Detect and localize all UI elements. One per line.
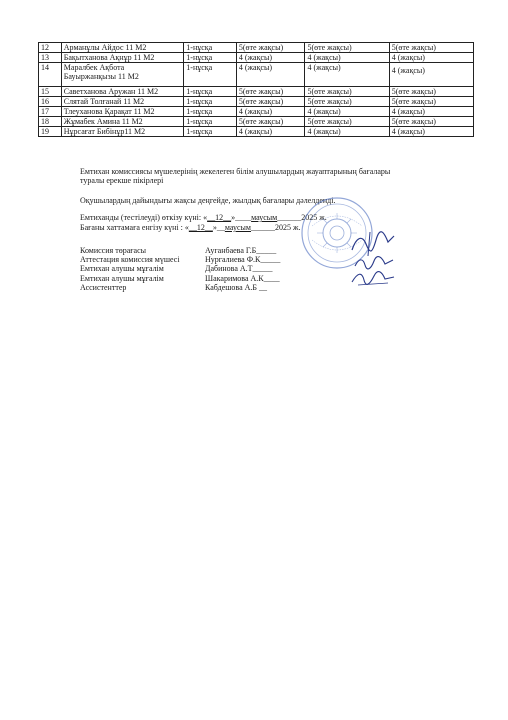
row-number: 16 — [39, 97, 62, 107]
commission-member — [80, 283, 310, 292]
grade-cell: 4 (жақсы) — [305, 53, 389, 63]
student-name: Бақытханова Ақнұр 11 М2 — [61, 53, 184, 63]
student-name-line: Маралбек Ақбота — [63, 63, 125, 72]
exam-date-year: ______2025 ж. — [277, 213, 327, 222]
row-number: 17 — [39, 107, 62, 117]
commission-member — [80, 255, 310, 264]
grade-cell: 4 (жақсы) — [305, 107, 389, 117]
student-name — [61, 63, 184, 87]
entry-date-sep: »__ — [212, 223, 225, 232]
member-role: Емтихан алушы мұғалім — [80, 273, 164, 283]
grade-cell: 4 (жақсы) — [389, 107, 473, 117]
commission-member — [80, 274, 310, 283]
grade-cell: 5(өте жақсы) — [305, 43, 389, 53]
signature-icon — [348, 268, 398, 288]
row-number: 15 — [39, 87, 62, 97]
grade-cell: 5(өте жақсы) — [389, 117, 473, 127]
special-opinions-heading: Емтихан комиссиясы мүшелерінің жекелеген білім алушылардың жауаптарының бағалары туралы ерекше пікірлері — [80, 167, 391, 185]
member-name: Дабинова А.Т_____ — [205, 264, 273, 274]
grade-cell: 5(өте жақсы) — [389, 97, 473, 107]
entry-date-day: __12__ — [188, 223, 213, 232]
table-row — [39, 107, 474, 117]
row-number: 13 — [39, 53, 62, 63]
exam-date-sep: »____ — [231, 213, 252, 222]
grade-cell: 5(өте жақсы) — [389, 87, 473, 97]
grade-cell: 5(өте жақсы) — [236, 87, 305, 97]
grade-cell: 4 (жақсы) — [236, 107, 305, 117]
student-name: Слятай Толғанай 11 М2 — [61, 97, 184, 107]
member-role: Ассистенттер — [80, 282, 127, 292]
student-name: Тлеуханова Қарақат 11 М2 — [61, 107, 184, 117]
member-name: Кабдешова А.Б __ — [205, 282, 268, 292]
grades-table — [38, 42, 474, 137]
variant-cell: 1-нұсқа — [184, 97, 237, 107]
grade-cell: 5(өте жақсы) — [236, 43, 305, 53]
variant-cell: 1-нұсқа — [184, 43, 237, 53]
grade-cell: 4 (жақсы) — [389, 53, 473, 63]
grade-cell: 4 (жақсы) — [305, 127, 389, 137]
grade-cell: 5(өте жақсы) — [389, 43, 473, 53]
student-name: Арманұлы Айдос 11 М2 — [61, 43, 184, 53]
table-row — [39, 43, 474, 53]
commission-list — [80, 246, 310, 292]
variant-cell: 1-нұсқа — [184, 53, 237, 63]
grade-cell: 4 (жақсы) — [389, 63, 473, 87]
table-row — [39, 97, 474, 107]
commission-member — [80, 246, 310, 255]
member-name: Шакаримова А.К____ — [205, 273, 280, 283]
student-name-line: Бауыржанқызы 11 М2 — [63, 72, 139, 81]
table-row — [39, 117, 474, 127]
grade-cell: 4 (жақсы) — [236, 53, 305, 63]
exam-date-month: маусым — [251, 213, 278, 222]
preparation-note: Оқушылардың дайындығы жақсы деңгейде, жылдық бағалары дәлелденді. — [80, 196, 336, 205]
exam-date-label: Емтиханды (тестілеуді) өткізу күні: « — [80, 213, 208, 222]
variant-cell: 1-нұсқа — [184, 117, 237, 127]
student-name: Нұрсағат Бибінұр11 М2 — [61, 127, 184, 137]
table-row — [39, 127, 474, 137]
student-name: Саветханова Аружан 11 М2 — [61, 87, 184, 97]
entry-date-month: маусым — [224, 223, 251, 232]
grade-cell: 4 (жақсы) — [236, 63, 305, 87]
grade-cell: 5(өте жақсы) — [305, 87, 389, 97]
member-name: Ауганбаева Г.Б_____ — [205, 246, 277, 255]
member-role: Аттестация комиссия мүшесі — [80, 255, 180, 265]
entry-date-year: ______2025 ж. — [250, 223, 301, 232]
grade-cell: 4 (жақсы) — [389, 127, 473, 137]
row-number: 14 — [39, 63, 62, 87]
grade-cell: 4 (жақсы) — [305, 63, 389, 87]
variant-cell: 1-нұсқа — [184, 127, 237, 137]
variant-cell: 1-нұсқа — [184, 107, 237, 117]
grade-cell: 5(өте жақсы) — [305, 117, 389, 127]
grade-cell: 4 (жақсы) — [236, 127, 305, 137]
grade-cell: 5(өте жақсы) — [236, 97, 305, 107]
variant-cell: 1-нұсқа — [184, 63, 237, 87]
row-number: 18 — [39, 117, 62, 127]
member-name: Нургалиева Ф.К_____ — [205, 255, 281, 265]
table-row — [39, 87, 474, 97]
member-role: Комиссия төрағасы — [80, 246, 146, 255]
entry-date-label: Бағаны хаттамаға енгізу күні : « — [80, 223, 189, 232]
row-number: 19 — [39, 127, 62, 137]
grade-cell: 5(өте жақсы) — [236, 117, 305, 127]
table-row — [39, 63, 474, 87]
exam-date-day: __12__ — [207, 213, 232, 222]
student-name: Жұмабек Амина 11 М2 — [61, 117, 184, 127]
member-role: Емтихан алушы мұғалім — [80, 264, 164, 274]
commission-member — [80, 264, 310, 273]
table-row — [39, 53, 474, 63]
variant-cell: 1-нұсқа — [184, 87, 237, 97]
row-number: 12 — [39, 43, 62, 53]
grade-cell: 5(өте жақсы) — [305, 97, 389, 107]
